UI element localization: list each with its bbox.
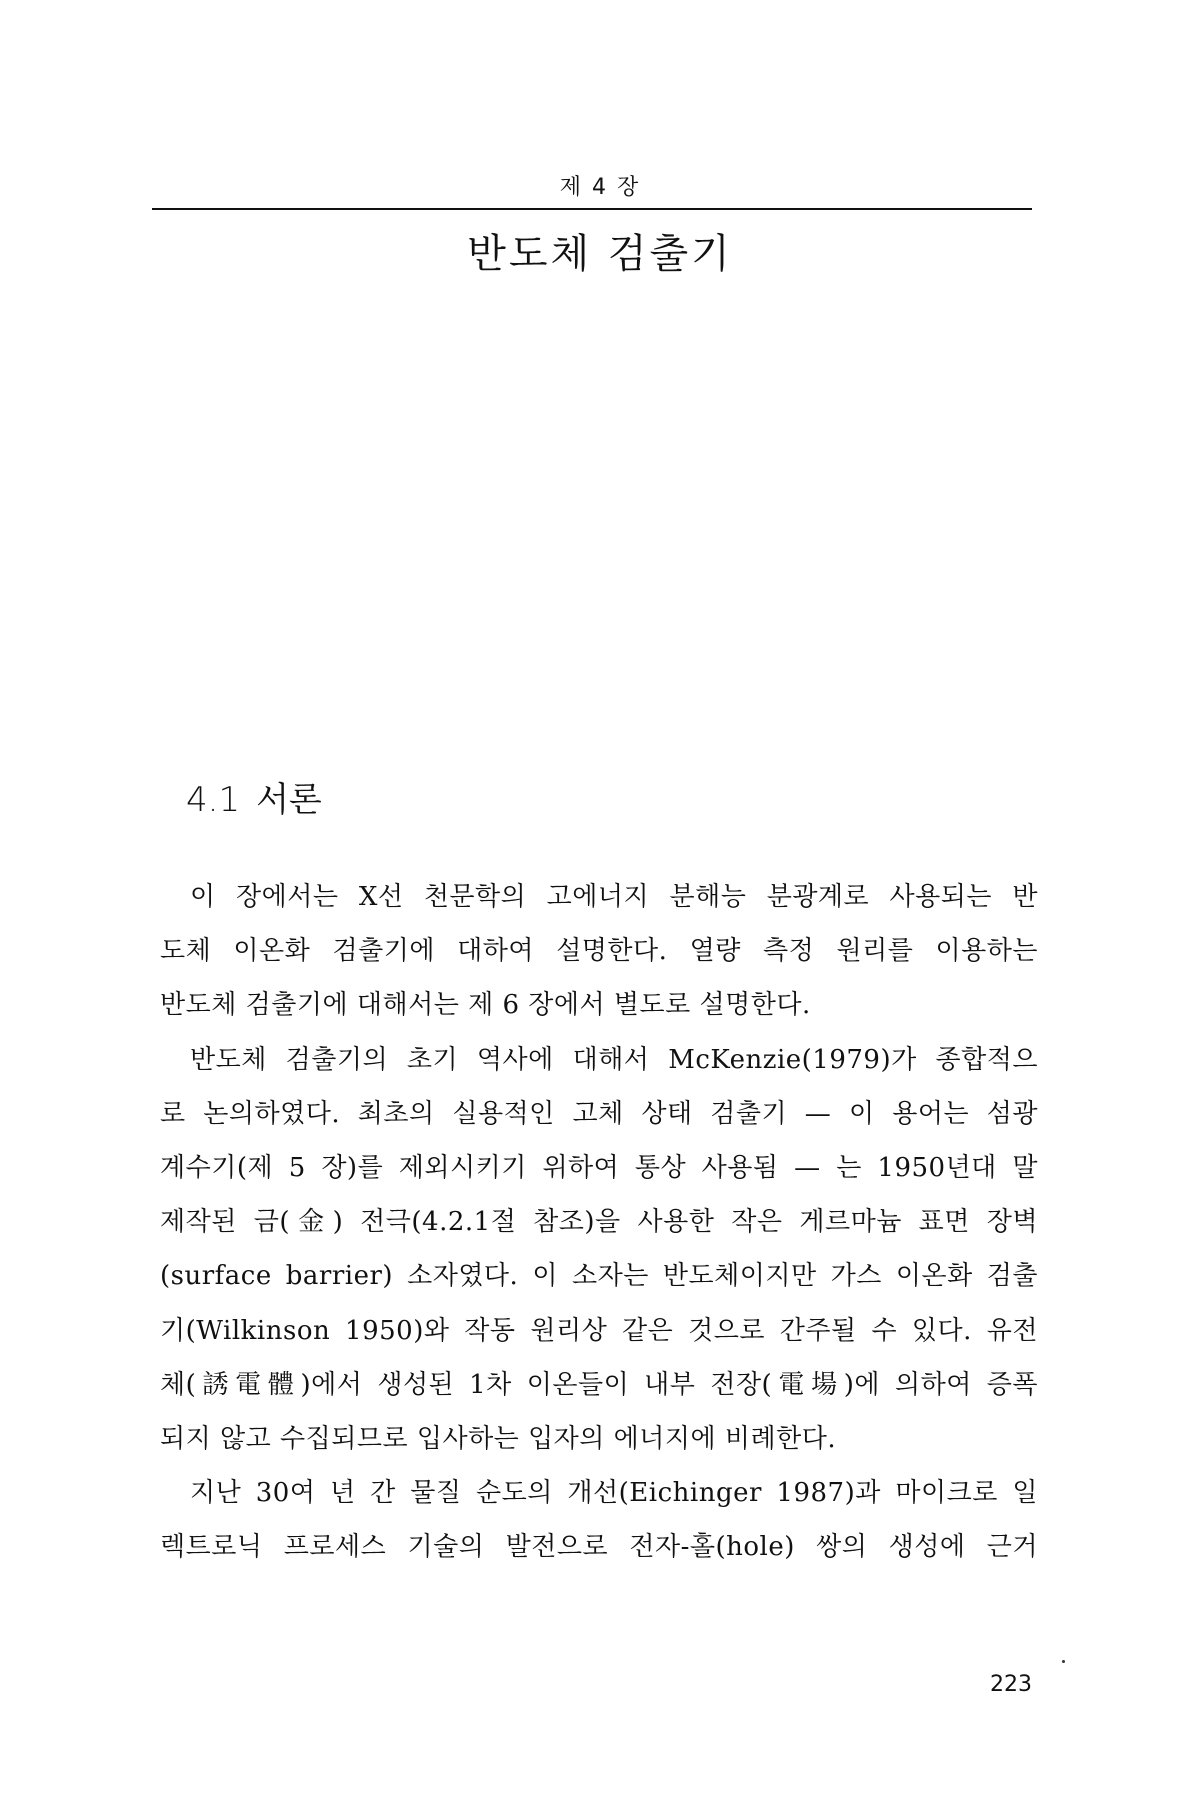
body-text [160, 870, 1038, 1574]
text-line: 반도체 검출기의 초기 역사에 대해서 McKenzie(1979)가 종합적으 [190, 1044, 1038, 1075]
page-number: 223 [990, 1672, 1032, 1697]
scan-speck [1062, 1660, 1065, 1663]
text-line: 계수기(제 5 장)를 제외시키기 위하여 통상 사용됨 — 는 1950년대 말 [160, 1152, 1038, 1183]
text-line: 체(誘電體)에서 생성된 1차 이온들이 내부 전장(電場)에 의하여 증폭 [160, 1369, 1038, 1400]
chapter-title: 반도체 검출기 [467, 231, 733, 277]
text-line: 이 장에서는 X선 천문학의 고에너지 분해능 분광계로 사용되는 반 [190, 882, 1038, 912]
text-line: 반도체 검출기에 대해서는 제 6 장에서 별도로 설명한다. [160, 990, 811, 1021]
section-heading [186, 772, 322, 821]
chapter-divider [152, 208, 1032, 210]
text-line: 도체 이온화 검출기에 대하여 설명한다. 열량 측정 원리를 이용하는 [160, 936, 1038, 967]
chapter-number: 제 4 장 [559, 175, 641, 200]
text-line: 지난 30여 년 간 물질 순도의 개선(Eichinger 1987)과 마이크로 일 [190, 1478, 1038, 1509]
text-line: (surface barrier) 소자였다. 이 소자는 반도체이지만 가스 이온화 검출 [160, 1261, 1038, 1292]
text-line: 렉트로닉 프로세스 기술의 발전으로 전자-홀(hole) 쌍의 생성에 근거 [160, 1532, 1038, 1563]
text-line: 기(Wilkinson 1950)와 작동 원리상 같은 것으로 간주될 수 있다. 유전 [160, 1315, 1038, 1346]
section-title: 서론 [256, 780, 322, 820]
text-line: 되지 않고 수집되므로 입사하는 입자의 에너지에 비례한다. [160, 1423, 837, 1454]
text-line: 제작된 금(金) 전극(4.2.1절 참조)을 사용한 작은 게르마늄 표면 장벽 [160, 1207, 1038, 1238]
section-number: 4.1 [186, 780, 241, 820]
text-line: 로 논의하였다. 최초의 실용적인 고체 상태 검출기 — 이 용어는 섬광 [160, 1098, 1038, 1129]
